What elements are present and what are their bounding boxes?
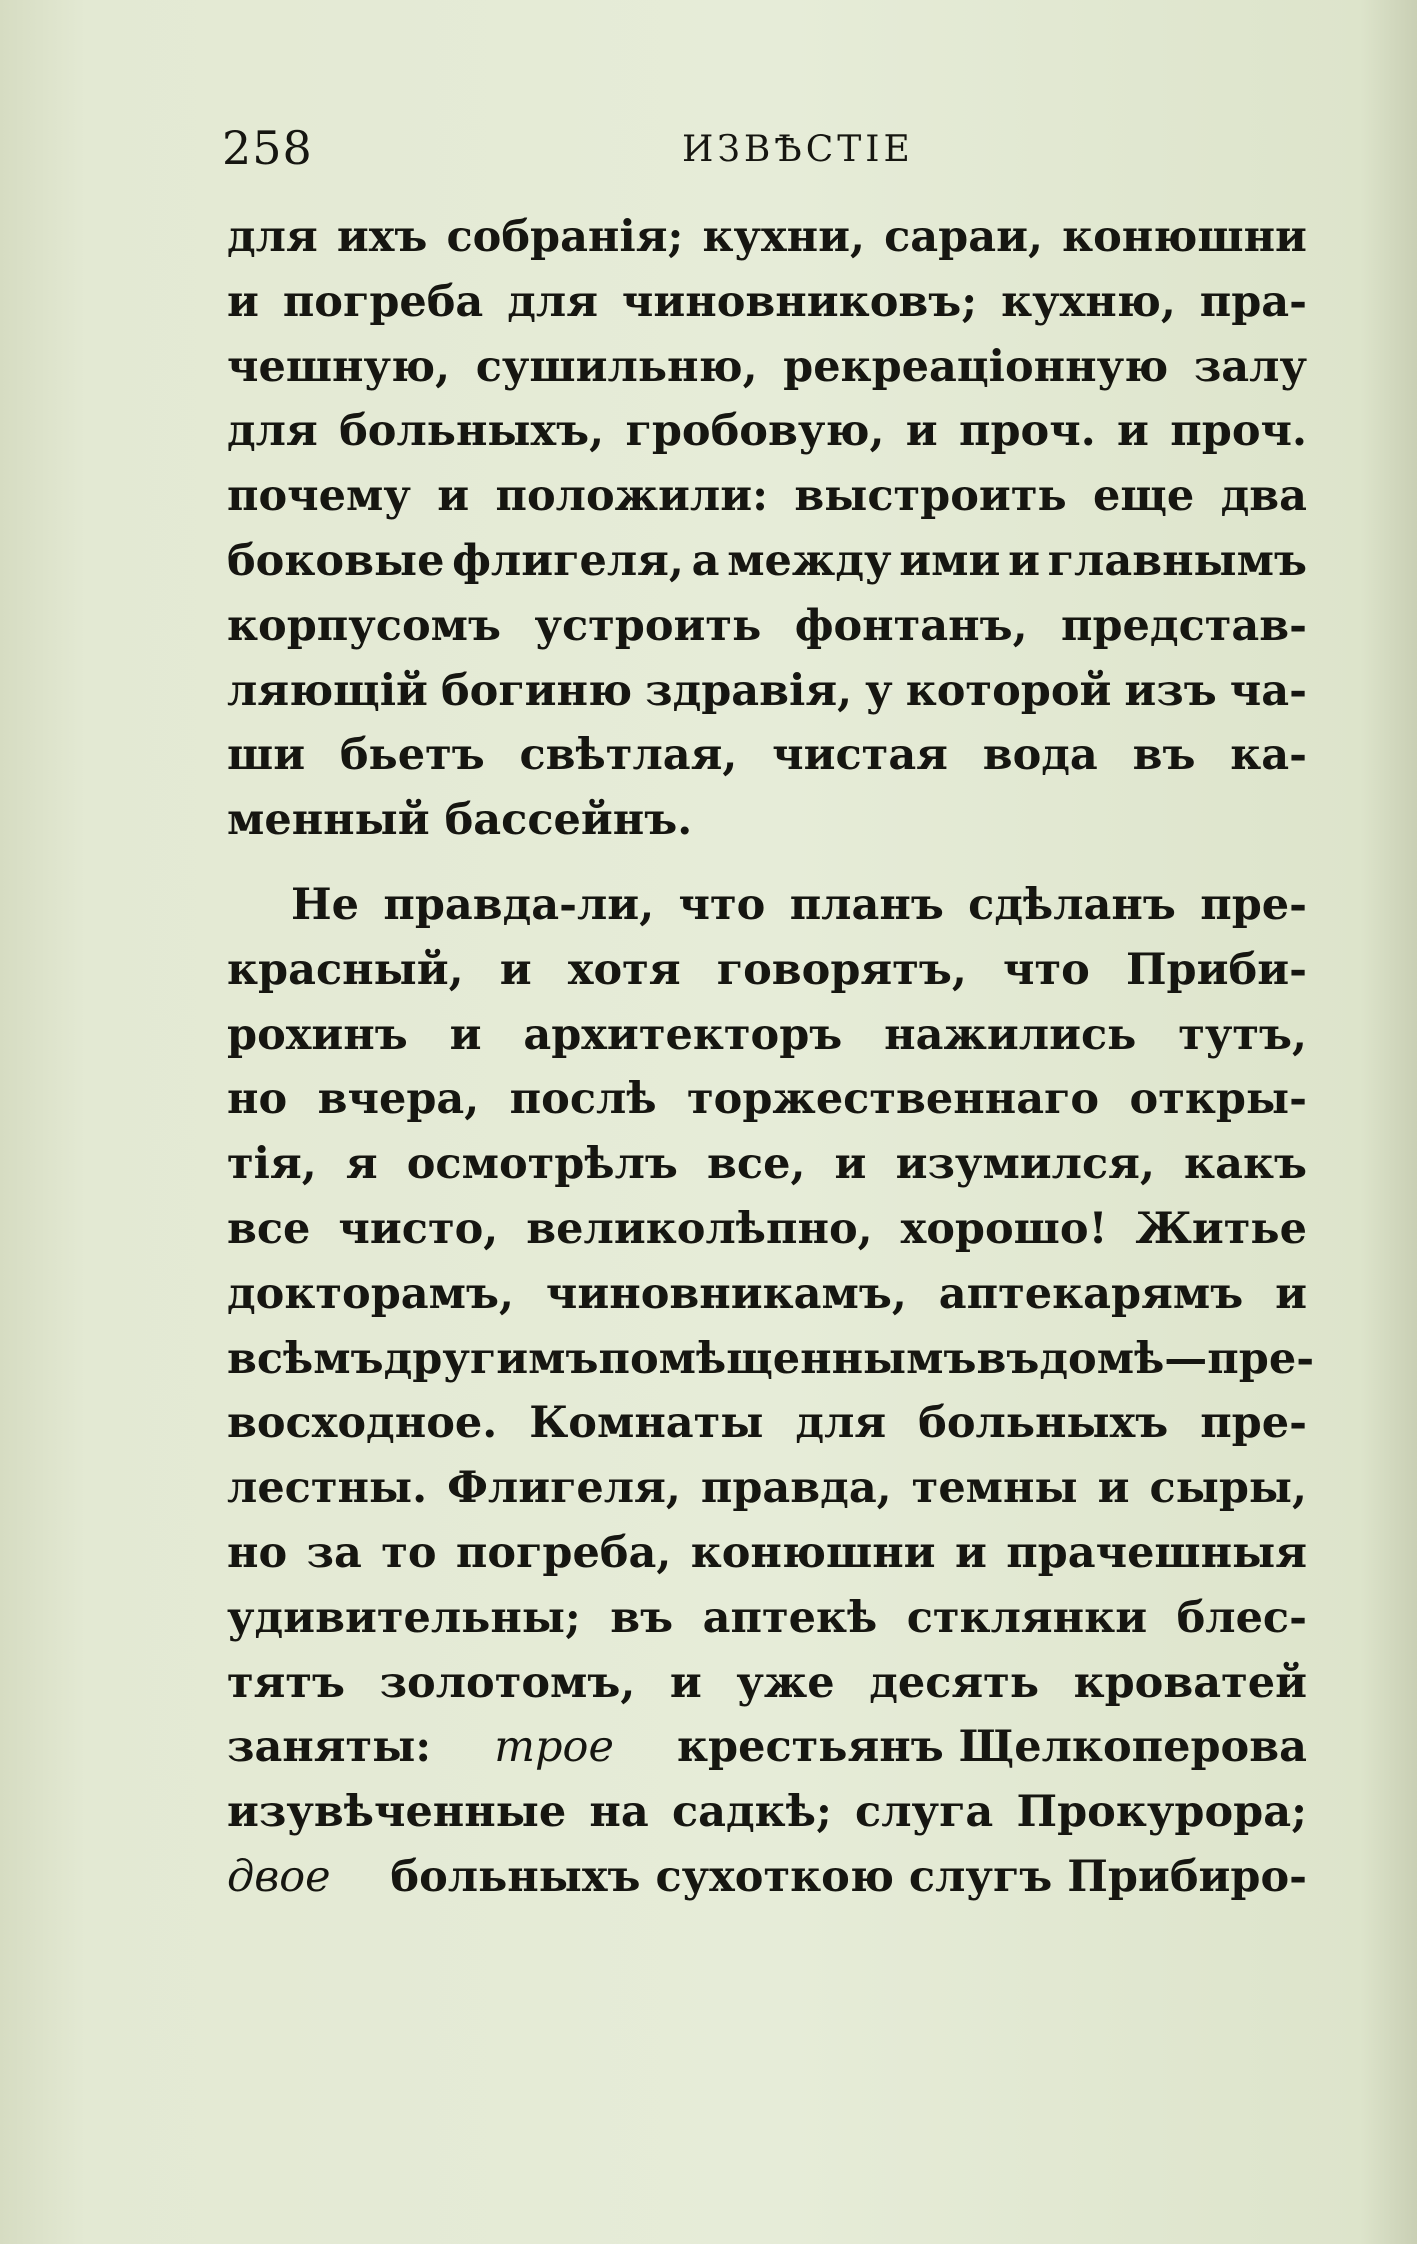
text-line: и погреба для чиновниковъ; кухню, пра- bbox=[227, 276, 1307, 327]
text-line: менный бассейнъ. bbox=[227, 795, 693, 846]
text-line bbox=[227, 1845, 1307, 1910]
body-text bbox=[227, 205, 1315, 1910]
text-fragment: крестьянъ Щелкоперова bbox=[676, 1722, 1307, 1773]
running-head: ИЗВѢСТІЕ bbox=[682, 129, 914, 170]
text-line: всѣмъ другимъ помѣщеннымъ въ домѣ—пре- bbox=[227, 1333, 1315, 1384]
text-line: но вчера, послѣ торжественнаго откры- bbox=[227, 1074, 1307, 1125]
text-line: почему и положили: выстроить еще два bbox=[227, 471, 1307, 522]
text-line: чешную, сушильню, рекреаціонную залу bbox=[227, 341, 1307, 392]
italic-word: трое bbox=[494, 1722, 614, 1773]
page-header bbox=[222, 118, 1302, 178]
text-line: боковые флигеля, а между ими и главнымъ bbox=[227, 535, 1307, 586]
italic-word: двое bbox=[227, 1851, 331, 1902]
text-fragment: больныхъ сухоткою слугъ Прибиро- bbox=[390, 1851, 1307, 1902]
text-line: для ихъ собранія; кухни, сараи, конюшни bbox=[227, 212, 1307, 262]
text-line: для больныхъ, гробовую, и проч. и проч. bbox=[227, 406, 1307, 457]
paragraph-2 bbox=[227, 873, 1315, 1910]
text-line: восходное. Комнаты для больныхъ пре- bbox=[227, 1398, 1307, 1449]
text-line: ши бьетъ свѣтлая, чистая вода въ ка- bbox=[227, 730, 1307, 781]
text-line: лестны. Флигеля, правда, темны и сыры, bbox=[227, 1463, 1307, 1514]
text-line bbox=[227, 1715, 1307, 1780]
text-line: корпусомъ устроить фонтанъ, представ- bbox=[227, 600, 1307, 651]
text-line: тятъ золотомъ, и уже десять кроватей bbox=[227, 1657, 1307, 1708]
text-line: Не правда-ли, что планъ сдѣланъ пре- bbox=[291, 879, 1307, 930]
page-number: 258 bbox=[222, 121, 313, 175]
text-line: удивительны; въ аптекѣ стклянки блес- bbox=[227, 1592, 1307, 1643]
text-line: докторамъ, чиновникамъ, аптекарямъ и bbox=[227, 1268, 1307, 1319]
text-line: рохинъ и архитекторъ нажились тутъ, bbox=[227, 1009, 1307, 1060]
text-line: тія, я осмотрѣлъ все, и изумился, какъ bbox=[227, 1139, 1307, 1190]
text-line: красный, и хотя говорятъ, что Приби- bbox=[227, 944, 1307, 995]
paragraph-1 bbox=[227, 205, 1307, 853]
text-line: ляющій богиню здравія, у которой изъ ча- bbox=[227, 665, 1307, 716]
text-fragment: заняты: bbox=[227, 1722, 432, 1773]
text-line: все чисто, великолѣпно, хорошо! Житье bbox=[227, 1203, 1307, 1254]
text-line: изувѣченные на садкѣ; слуга Прокурора; bbox=[227, 1787, 1307, 1838]
text-line: но за то погреба, конюшни и прачешныя bbox=[227, 1527, 1307, 1578]
